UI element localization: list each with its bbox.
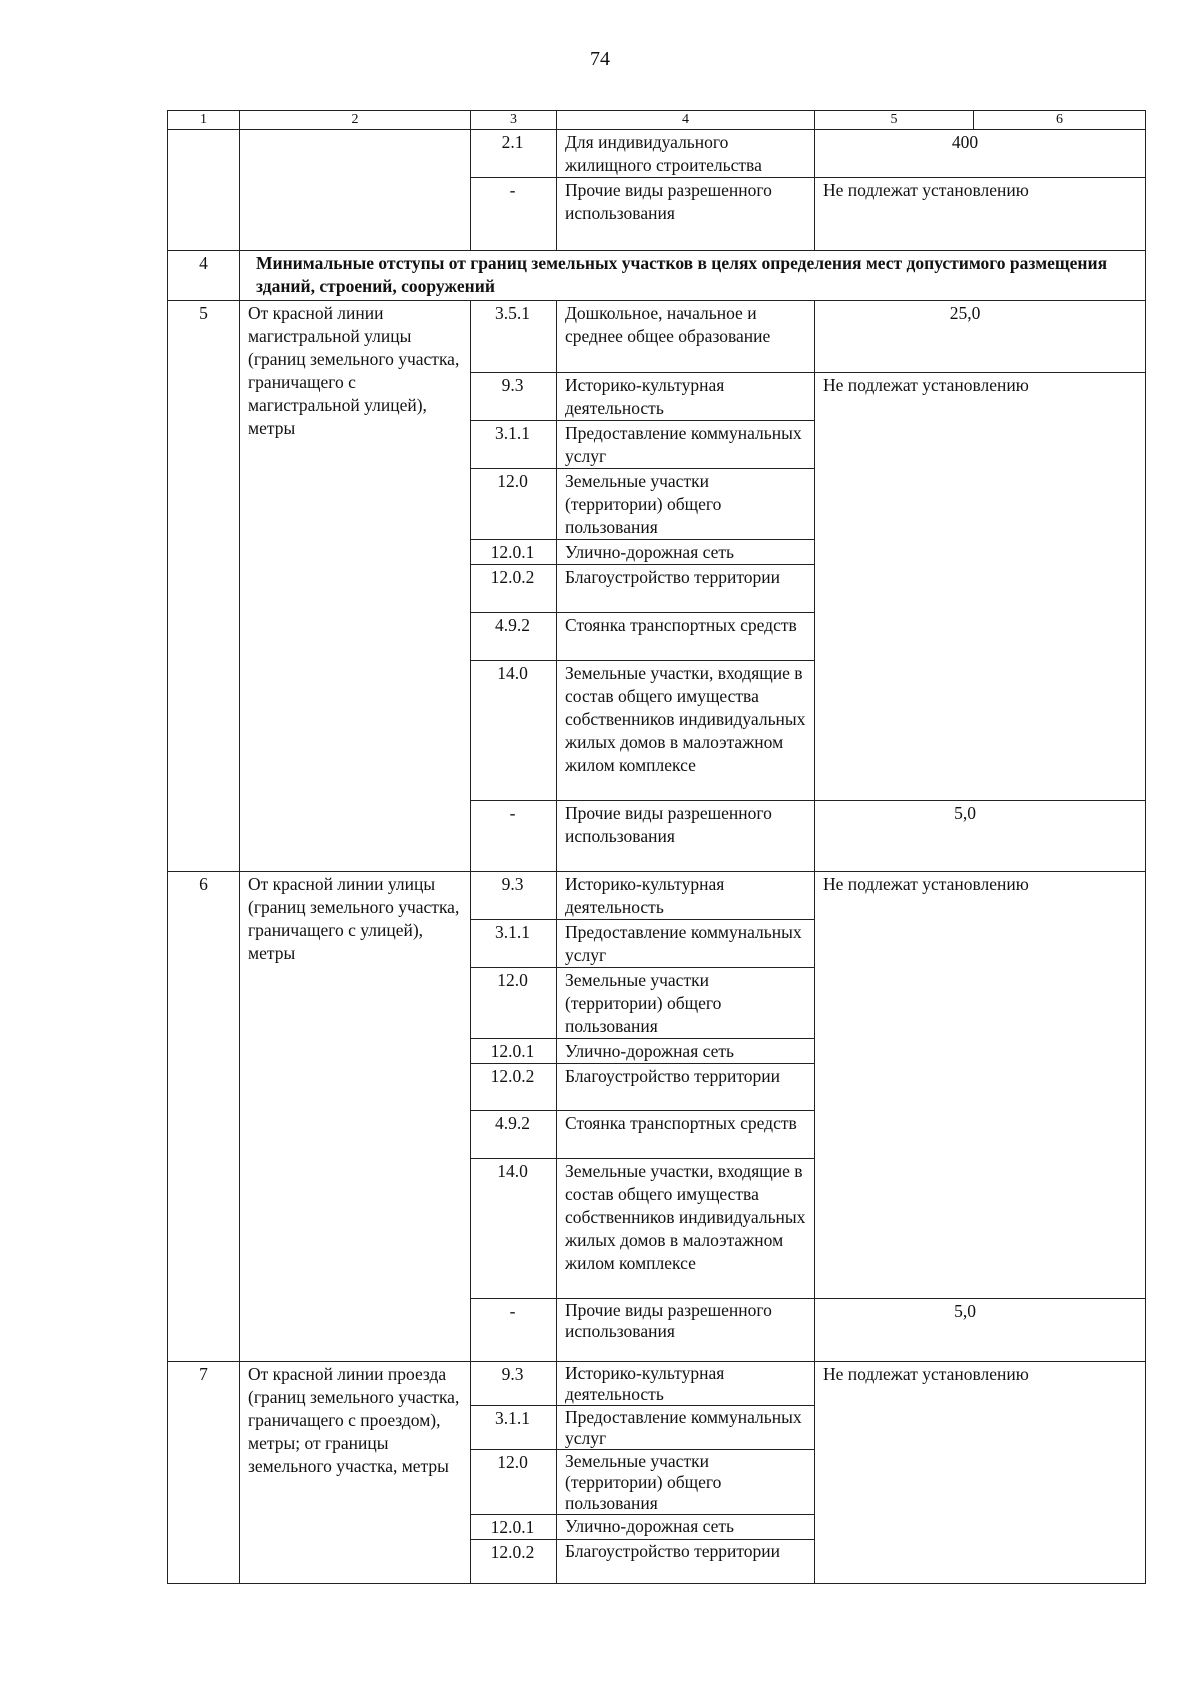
norm-value: Не подлежат установлению xyxy=(815,1362,1146,1584)
header-cell: 4 xyxy=(557,111,815,130)
use-code: 9.3 xyxy=(471,1362,557,1406)
header-cell: 6 xyxy=(974,111,1146,130)
row-number: 7 xyxy=(168,1362,240,1584)
use-code: 12.0.1 xyxy=(471,1515,557,1540)
use-name: Историко-культурная деятельность xyxy=(557,373,815,421)
section-row xyxy=(168,251,1146,301)
header-row xyxy=(168,111,1146,130)
use-code: 3.1.1 xyxy=(471,1406,557,1450)
row-number: 4 xyxy=(168,251,240,301)
use-code: 12.0 xyxy=(471,968,557,1039)
use-code: 4.9.2 xyxy=(471,613,557,661)
row-number: 6 xyxy=(168,872,240,1362)
header-cell: 3 xyxy=(471,111,557,130)
row-number: 5 xyxy=(168,301,240,872)
use-code: - xyxy=(471,801,557,872)
use-code: 3.1.1 xyxy=(471,920,557,968)
norm-value: 5,0 xyxy=(954,1301,976,1321)
land-regulations-table xyxy=(167,110,1146,1584)
use-name: Благоустройство территории xyxy=(557,565,815,613)
use-code: 3.1.1 xyxy=(471,421,557,469)
use-code: 12.0 xyxy=(471,1450,557,1515)
norm-value: 5,0 xyxy=(954,803,976,823)
row-description: От красной линии проезда (границ земельного участка, граничащего с проездом), метры; от границы земельного участка, метры xyxy=(240,1362,471,1584)
use-name: Земельные участки, входящие в состав общего имущества собственников индивидуальных жилых домов в малоэтажном жилом комплексе xyxy=(557,661,815,801)
use-name: Историко-культурная деятельность xyxy=(557,1362,815,1406)
use-name: Предоставление коммунальных услуг xyxy=(557,1406,815,1450)
use-code: 12.0.1 xyxy=(471,540,557,565)
use-code: 12.0.2 xyxy=(471,1064,557,1111)
table-row xyxy=(168,872,1146,920)
use-code: - xyxy=(471,178,557,251)
table-row xyxy=(168,1362,1146,1406)
use-name: Для индивидуального жилищного строительства xyxy=(557,130,815,178)
row-description: От красной линии магистральной улицы (границ земельного участка, граничащего с магистральной улицей), метры xyxy=(240,301,471,872)
row-description: От красной линии улицы (границ земельного участка, граничащего с улицей), метры xyxy=(240,872,471,1362)
use-code: 14.0 xyxy=(471,661,557,801)
header-cell: 2 xyxy=(240,111,471,130)
use-code: 14.0 xyxy=(471,1159,557,1299)
use-name: Предоставление коммунальных услуг xyxy=(557,421,815,469)
use-code: 12.0.2 xyxy=(471,1540,557,1584)
use-name: Благоустройство территории xyxy=(557,1540,815,1584)
use-code: 12.0.1 xyxy=(471,1039,557,1064)
use-name: Улично-дорожная сеть xyxy=(557,540,815,565)
header-cell: 1 xyxy=(168,111,240,130)
header-cell: 5 xyxy=(815,111,974,130)
table-row xyxy=(168,130,1146,178)
use-name: Стоянка транспортных средств xyxy=(557,1111,815,1159)
norm-value: Не подлежат установлению xyxy=(815,872,1146,1299)
use-code: 9.3 xyxy=(471,373,557,421)
use-name: Земельные участки (территории) общего пользования xyxy=(557,968,815,1039)
table-row xyxy=(168,301,1146,373)
use-code: 4.9.2 xyxy=(471,1111,557,1159)
norm-value: Не подлежат установлению xyxy=(815,178,1146,251)
norm-value: Не подлежат установлению xyxy=(815,373,1146,801)
use-code: - xyxy=(471,1299,557,1362)
use-name: Прочие виды разрешенного использования xyxy=(557,178,815,251)
norm-value: 25,0 xyxy=(949,303,981,323)
use-name: Улично-дорожная сеть xyxy=(557,1039,815,1064)
use-name: Предоставление коммунальных услуг xyxy=(557,920,815,968)
use-name: Земельные участки (территории) общего пользования xyxy=(557,1450,815,1515)
section-title: Минимальные отступы от границ земельных участков в целях определения мест допустимого размещения зданий, строений, сооружений xyxy=(240,251,1146,301)
use-name: Прочие виды разрешенного использования xyxy=(557,1299,815,1362)
norm-value: 400 xyxy=(951,132,979,152)
use-name: Дошкольное, начальное и среднее общее образование xyxy=(557,301,815,373)
use-code: 3.5.1 xyxy=(471,301,557,373)
page-number: 74 xyxy=(590,48,610,70)
use-code: 9.3 xyxy=(471,872,557,920)
use-name: Улично-дорожная сеть xyxy=(557,1515,815,1540)
use-name: Благоустройство территории xyxy=(557,1064,815,1111)
use-name: Земельные участки (территории) общего пользования xyxy=(557,469,815,540)
empty-cell xyxy=(240,130,471,251)
use-code: 12.0 xyxy=(471,469,557,540)
use-name: Прочие виды разрешенного использования xyxy=(557,801,815,872)
use-name: Историко-культурная деятельность xyxy=(557,872,815,920)
use-name: Стоянка транспортных средств xyxy=(557,613,815,661)
use-code: 12.0.2 xyxy=(471,565,557,613)
use-name: Земельные участки, входящие в состав общего имущества собственников индивидуальных жилых домов в малоэтажном жилом комплексе xyxy=(557,1159,815,1299)
empty-cell xyxy=(168,130,240,251)
use-code: 2.1 xyxy=(471,130,557,178)
